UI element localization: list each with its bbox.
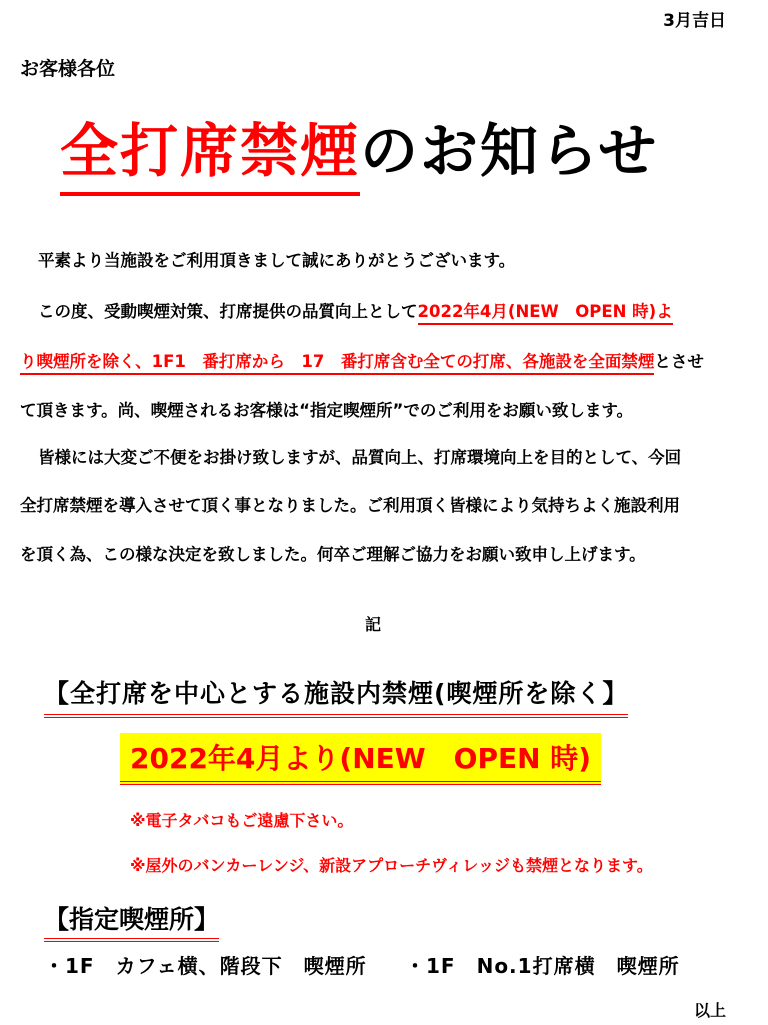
note-outdoor: ※屋外のバンカーレンジ、新設アプローチヴィレッジも禁煙となります。 — [130, 856, 653, 875]
ki-marker: 記 — [365, 615, 382, 634]
emphasized-date: 2022年4月(NEW OPEN 時)よ — [418, 302, 673, 325]
text-span: この度、受動喫煙対策、打席提供の品質向上として — [38, 302, 418, 321]
paragraph-greeting: 平素より当施設をご利用頂きまして誠にありがとうございます。 — [38, 251, 516, 270]
paragraph-line — [20, 348, 704, 372]
paragraph-line: 全打席禁煙を導入させて頂く事となりました。ご利用頂く皆様により気持ちよく施設利用 — [20, 496, 680, 515]
title-suffix: のお知らせ — [360, 117, 659, 185]
paragraph-line: 皆様には大変ご不便をお掛け致しますが、品質向上、打席環境向上を目的として、今回 — [38, 448, 682, 467]
paragraph-line: を頂く為、この様な決定を致しました。何卒ご理解ご協力をお願い致申し上げます。 — [20, 545, 646, 564]
notice-heading: 【全打席を中心とする施設内禁煙(喫煙所を除く】 — [44, 674, 628, 718]
text-span: とさせ — [654, 352, 704, 371]
smoking-area-item: ・1F カフェ横、階段下 喫煙所 — [44, 954, 367, 978]
title-highlight: 全打席禁煙 — [60, 104, 360, 188]
smoking-area-heading: 【指定喫煙所】 — [44, 900, 219, 942]
note-ecigarette: ※電子タバコもご遠慮下さい。 — [130, 811, 354, 830]
emphasized-policy: り喫煙所を除く、1F1 番打席から 17 番打席含む全ての打席、各施設を全面禁煙 — [20, 352, 654, 375]
page-title — [60, 104, 658, 188]
paragraph-line — [38, 298, 673, 322]
smoking-area-item: ・1F No.1打席横 喫煙所 — [405, 954, 680, 978]
date-banner: 2022年4月より(NEW OPEN 時) — [120, 733, 601, 785]
closing-mark: 以上 — [693, 1001, 726, 1020]
salutation: お客様各位 — [20, 58, 116, 80]
paragraph-line: て頂きます。尚、喫煙されるお客様は“指定喫煙所”でのご利用をお願い致します。 — [20, 401, 634, 420]
document-date: 3月吉日 — [663, 11, 726, 31]
